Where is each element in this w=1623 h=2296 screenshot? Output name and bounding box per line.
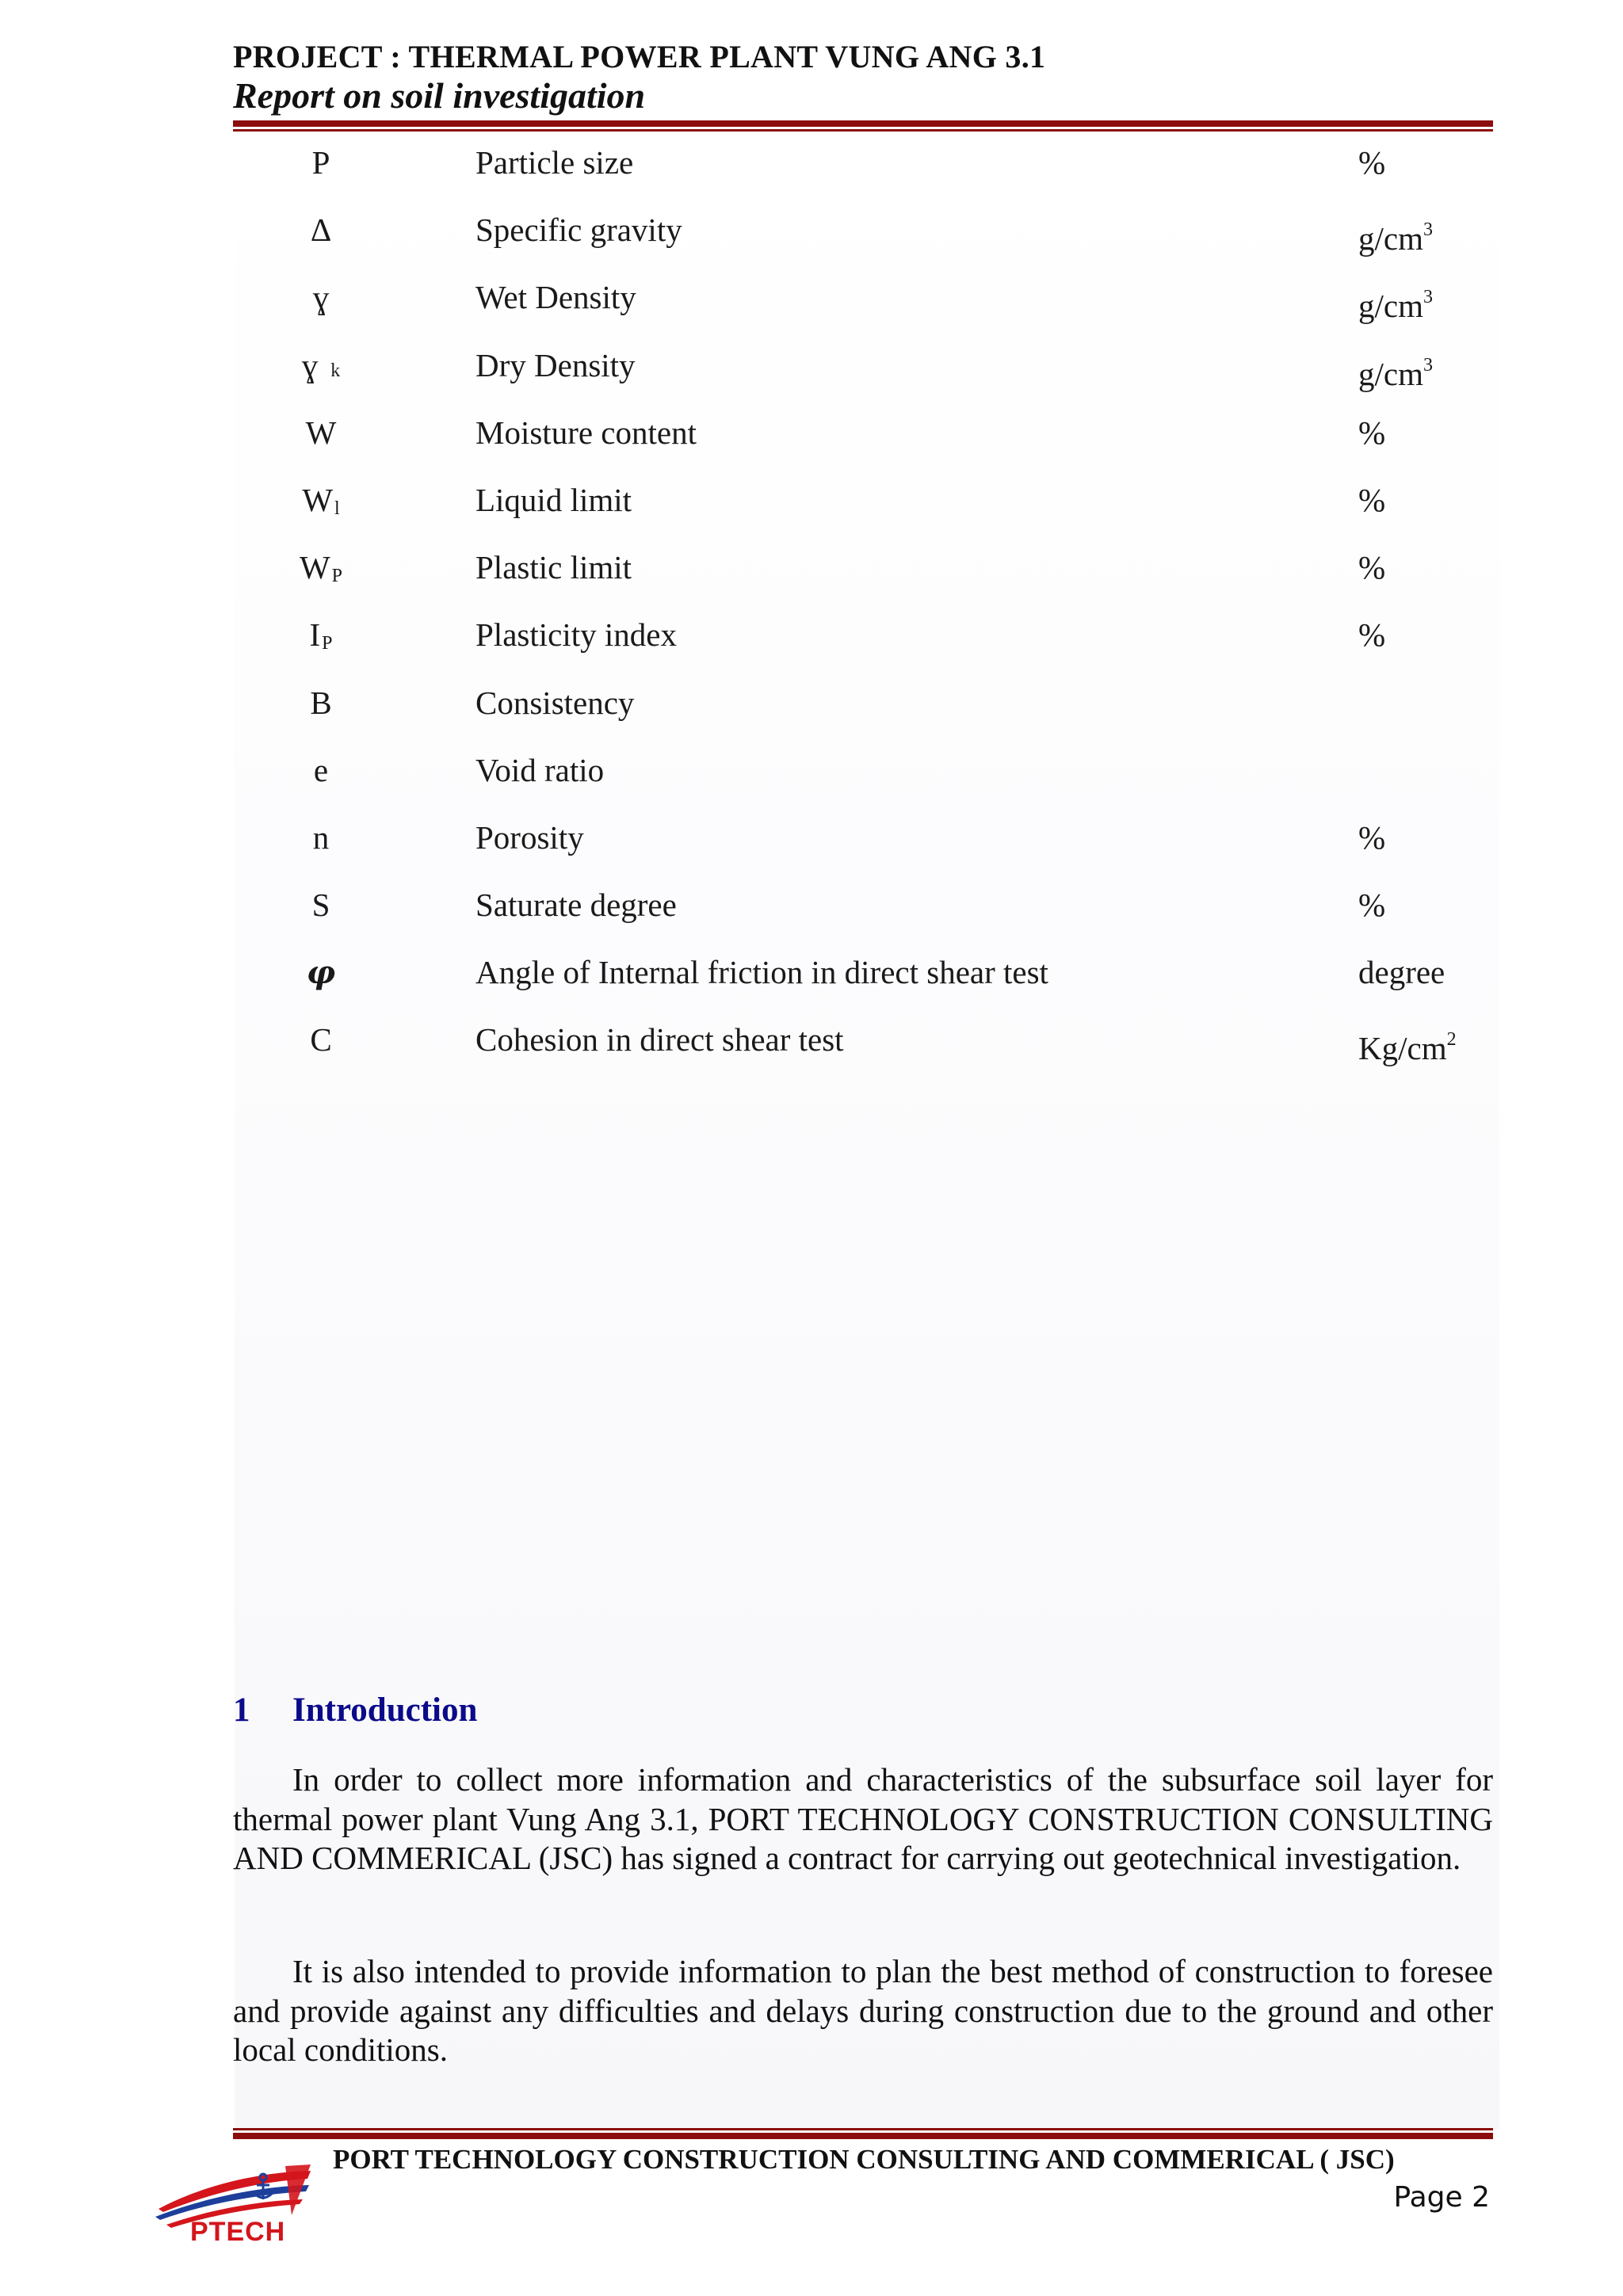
description-cell: Liquid limit — [475, 481, 632, 518]
symbol-cell: $W_l$ — [302, 481, 340, 519]
symbol-row — [233, 752, 1493, 819]
symbol-row — [233, 212, 1493, 279]
phi-symbol: φ — [306, 954, 336, 992]
symbol-row — [233, 279, 1493, 346]
unit-cell: % — [1358, 616, 1386, 654]
unit-cell: % — [1358, 144, 1386, 181]
unit-cell: % — [1358, 818, 1386, 856]
symbol-row — [233, 549, 1493, 616]
page-number: Page 2 — [1393, 2181, 1490, 2214]
logo-wordmark: PTECH — [190, 2217, 286, 2247]
symbol-cell: ɣk — [301, 346, 341, 383]
description-cell: Wet Density — [475, 279, 636, 316]
footer-rule-thick — [233, 2133, 1493, 2139]
description-cell: Dry Density — [475, 346, 636, 383]
description-cell: Moisture content — [475, 414, 697, 451]
symbol-row — [233, 685, 1493, 752]
description-cell: Specific gravity — [475, 212, 682, 249]
symbol-cell: $W_P$ — [299, 549, 343, 587]
symbol-cell — [233, 954, 409, 991]
unit-cell: % — [1358, 414, 1386, 451]
description-cell: Particle size — [475, 144, 634, 181]
description-cell: Plasticity index — [475, 616, 677, 654]
symbol-cell: C — [310, 1021, 332, 1058]
header-rule-thin — [233, 129, 1493, 132]
description-cell: Consistency — [475, 684, 635, 721]
unit-cell: $Kg/cm^2$ — [1358, 1029, 1457, 1067]
description-cell: Porosity — [475, 818, 584, 856]
symbol-cell: P — [311, 144, 330, 181]
footer-company-name: PORT TECHNOLOGY CONSTRUCTION CONSULTING AND COMMERICAL ( JSC) — [333, 2144, 1395, 2175]
symbol-cell: n — [312, 818, 330, 856]
description-cell: Saturate degree — [475, 887, 677, 924]
unit-cell: $g/cm^3$ — [1358, 287, 1433, 325]
description-cell: Plastic limit — [475, 549, 632, 586]
description-cell: Cohesion in direct shear test — [475, 1021, 844, 1058]
paragraph: In order to collect more information and characteristics of the subsurface soil layer for thermal power plant Vung Ang 3.1, PORT TECHNOLOGY CONSTRUCTION CONSULTING AND COMMERICAL (JSC) has signed a contract for carrying out geotechnical investigation. — [233, 1761, 1493, 1876]
symbol-row — [233, 144, 1493, 212]
symbol-table — [233, 144, 1493, 1089]
section-title: Introduction — [292, 1691, 478, 1729]
unit-cell: $g/cm^3$ — [1358, 354, 1433, 392]
symbol-cell: $I_P$ — [309, 616, 333, 654]
symbol-row — [233, 887, 1493, 954]
symbol-cell: ∆ — [311, 212, 331, 249]
symbol-row — [233, 482, 1493, 549]
symbol-row — [233, 347, 1493, 414]
symbol-cell: S — [311, 887, 330, 924]
symbol-cell: B — [310, 684, 332, 721]
header-project-title: PROJECT : THERMAL POWER PLANT VUNG ANG 3.1 — [233, 39, 1046, 74]
description-cell: Void ratio — [475, 751, 605, 788]
symbol-row — [233, 1021, 1493, 1089]
unit-cell: % — [1358, 549, 1386, 586]
symbol-row — [233, 819, 1493, 887]
symbol-row — [233, 616, 1493, 684]
unit-cell: % — [1358, 887, 1386, 924]
section-heading — [233, 1691, 477, 1730]
unit-cell: degree — [1358, 954, 1445, 991]
symbol-row — [233, 414, 1493, 482]
unit-cell: $g/cm^3$ — [1358, 219, 1433, 257]
section-number: 1 — [233, 1691, 250, 1729]
symbol-cell: ɣ — [312, 279, 330, 316]
paragraph: It is also intended to provide information to plan the best method of construction to foresee and provide against any difficulties and delays during construction due to the ground and other local conditions. — [233, 1953, 1493, 2068]
header-report-title: Report on soil investigation — [233, 75, 646, 116]
symbol-cell: e — [313, 751, 329, 788]
description-cell: Angle of Internal friction in direct shear test — [475, 954, 1048, 991]
symbol-cell: W — [305, 414, 337, 451]
header-rule-thick — [233, 120, 1493, 127]
footer-rule-thin — [233, 2128, 1493, 2130]
unit-cell: % — [1358, 481, 1386, 518]
symbol-row — [233, 954, 1493, 1021]
